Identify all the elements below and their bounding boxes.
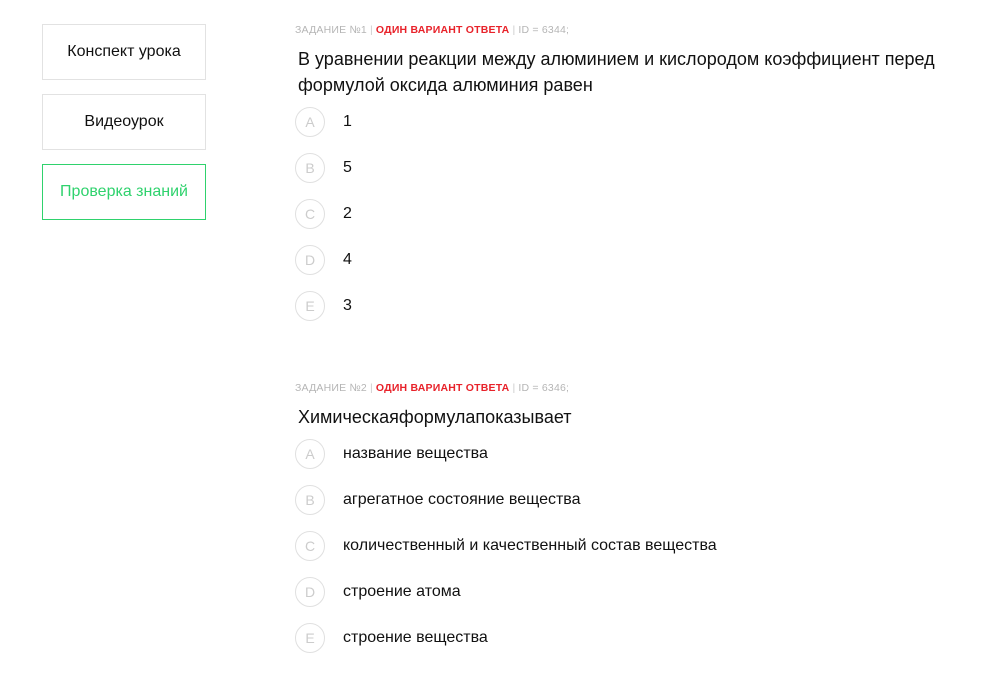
- answer-options: [295, 107, 955, 321]
- option-radio[interactable]: B: [295, 153, 325, 183]
- answer-type: ОДИН ВАРИАНТ ОТВЕТА: [375, 382, 510, 394]
- option-text: строение атома: [343, 583, 461, 600]
- answer-option[interactable]: [295, 199, 955, 229]
- answer-option[interactable]: [295, 245, 955, 275]
- option-radio[interactable]: B: [295, 485, 325, 515]
- answer-option[interactable]: [295, 485, 955, 515]
- option-radio[interactable]: E: [295, 623, 325, 653]
- sidebar-item-video-lesson[interactable]: Видеоурок: [42, 94, 206, 150]
- option-radio[interactable]: C: [295, 531, 325, 561]
- sidebar-item-knowledge-check[interactable]: Проверка знаний: [42, 164, 206, 220]
- option-radio[interactable]: D: [295, 577, 325, 607]
- answer-option[interactable]: [295, 107, 955, 137]
- answer-option[interactable]: [295, 623, 955, 653]
- question-title: Химическаяформулапоказывает: [298, 407, 572, 427]
- sidebar-item-lesson-notes[interactable]: Конспект урока: [42, 24, 206, 80]
- option-text: 4: [343, 251, 352, 268]
- option-text: количественный и качественный состав вещества: [343, 537, 717, 554]
- question-meta: [295, 382, 955, 394]
- option-text: 1: [343, 113, 352, 130]
- option-radio[interactable]: A: [295, 439, 325, 469]
- separator: |: [369, 24, 373, 36]
- option-text: название вещества: [343, 445, 488, 462]
- task-number: ЗАДАНИЕ №2: [295, 382, 367, 394]
- answer-option[interactable]: [295, 291, 955, 321]
- lesson-sidebar: [42, 24, 206, 234]
- question-meta: [295, 24, 955, 36]
- question-2: [295, 382, 955, 653]
- answer-option[interactable]: [295, 577, 955, 607]
- answer-option[interactable]: [295, 439, 955, 469]
- option-radio[interactable]: A: [295, 107, 325, 137]
- answer-option[interactable]: [295, 531, 955, 561]
- question-id: ID = 6344;: [518, 24, 570, 36]
- separator: |: [512, 24, 516, 36]
- question-1: [295, 24, 955, 321]
- task-number: ЗАДАНИЕ №1: [295, 24, 367, 36]
- option-text: агрегатное состояние вещества: [343, 491, 581, 508]
- option-radio[interactable]: E: [295, 291, 325, 321]
- answer-type: ОДИН ВАРИАНТ ОТВЕТА: [375, 24, 510, 36]
- option-text: 5: [343, 159, 352, 176]
- question-id: ID = 6346;: [518, 382, 570, 394]
- separator: |: [369, 382, 373, 394]
- option-text: строение вещества: [343, 629, 488, 646]
- separator: |: [512, 382, 516, 394]
- option-text: 3: [343, 297, 352, 314]
- option-text: 2: [343, 205, 352, 222]
- answer-options: [295, 439, 955, 653]
- answer-option[interactable]: [295, 153, 955, 183]
- option-radio[interactable]: D: [295, 245, 325, 275]
- question-title: В уравнении реакции между алюминием и кислородом коэффициент перед формулой оксида алюминия равен: [298, 49, 935, 95]
- option-radio[interactable]: C: [295, 199, 325, 229]
